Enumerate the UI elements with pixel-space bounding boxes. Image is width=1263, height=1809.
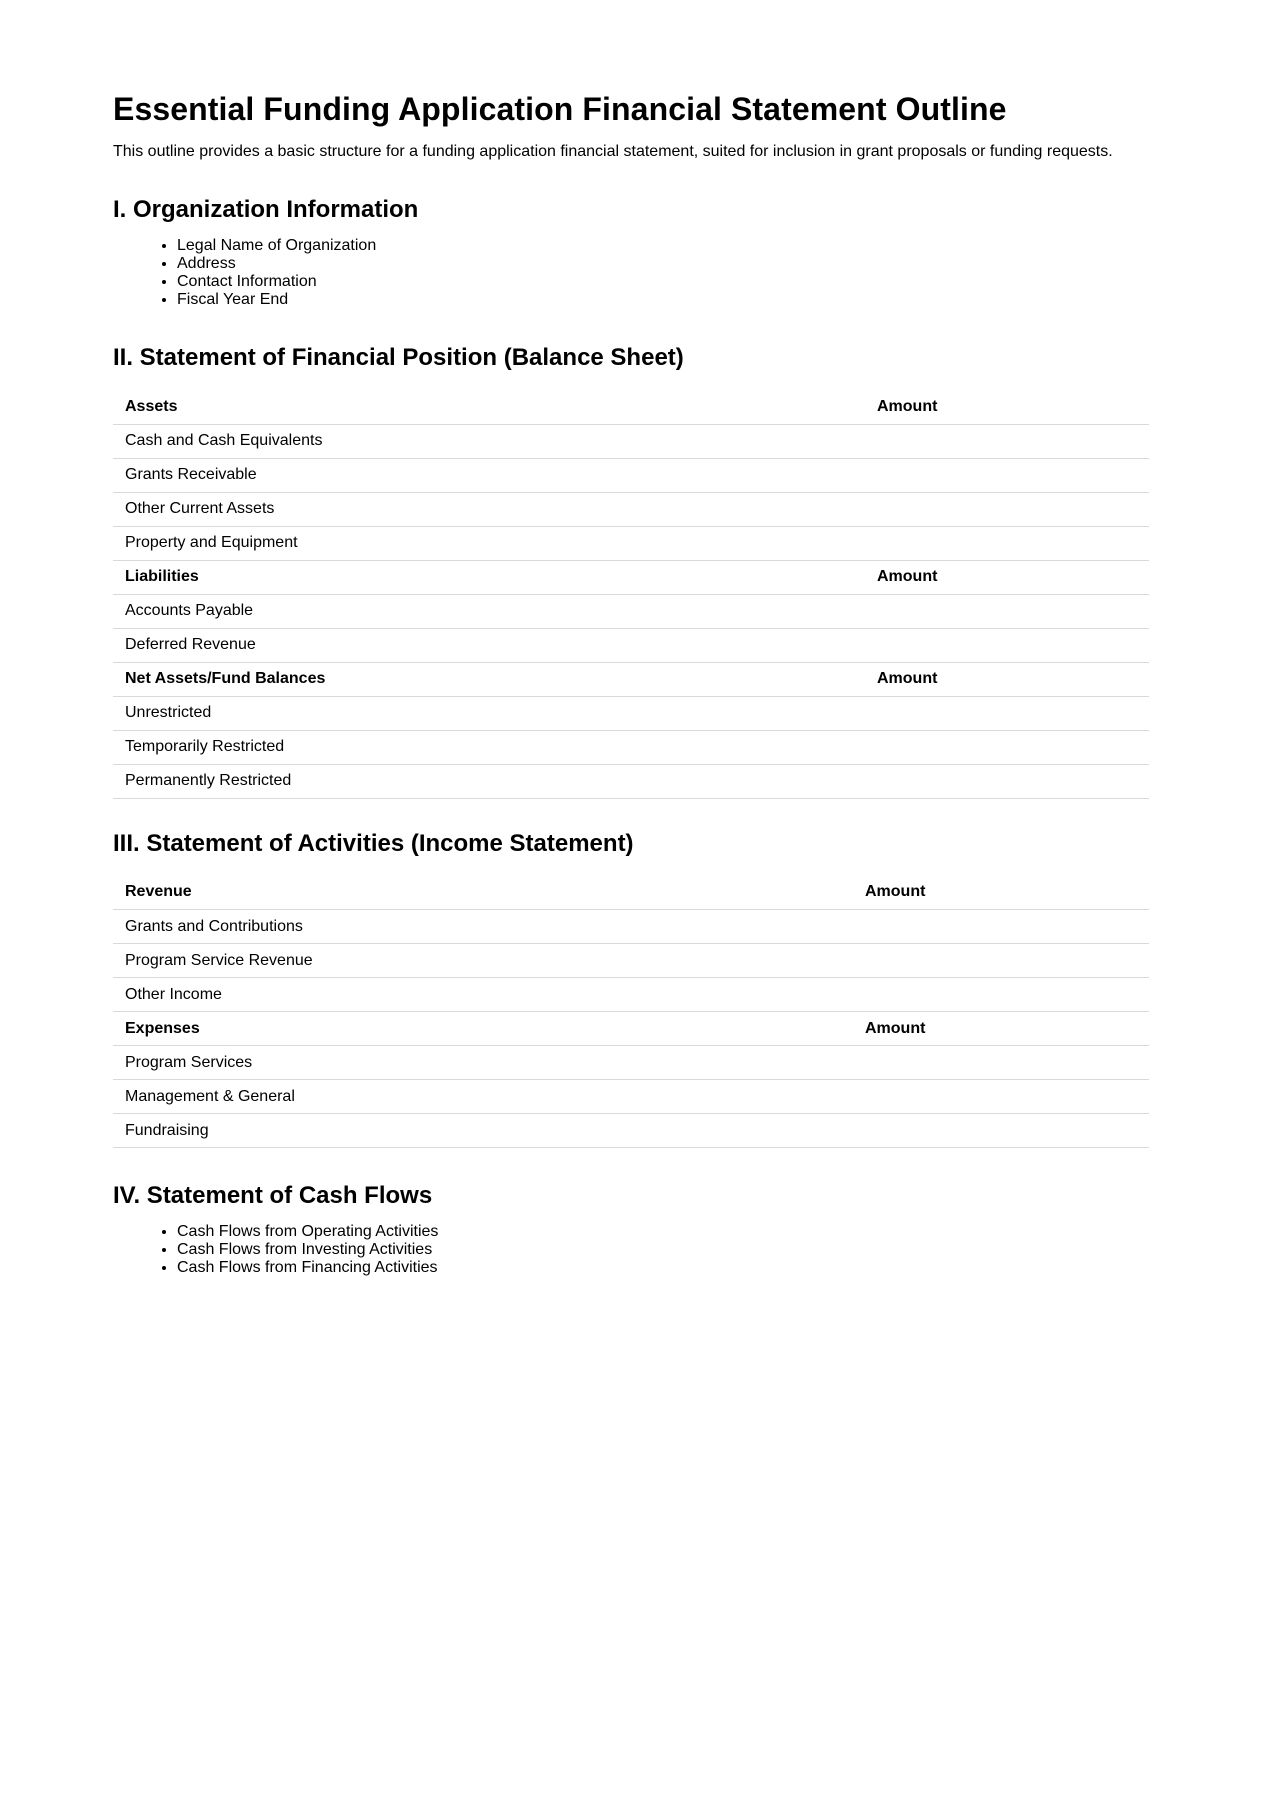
table-row <box>113 1114 1149 1148</box>
amount-header: Amount <box>853 1012 1149 1046</box>
amount-cell <box>865 764 1149 798</box>
section-org-title: I. Organization Information <box>113 196 419 223</box>
row-label: Program Services <box>113 1046 853 1080</box>
org-info-list <box>113 237 1150 309</box>
list-item: • Contact Information <box>177 273 1150 291</box>
table-row <box>113 764 1149 798</box>
list-item: • Cash Flows from Operating Activities <box>177 1223 1150 1241</box>
amount-cell <box>865 696 1149 730</box>
amount-cell <box>853 944 1149 978</box>
table-row <box>113 978 1149 1012</box>
row-label: Deferred Revenue <box>113 628 865 662</box>
amount-header: Amount <box>865 662 1149 696</box>
table-row <box>113 594 1149 628</box>
table-row <box>113 628 1149 662</box>
amount-cell <box>865 730 1149 764</box>
row-label: Grants and Contributions <box>113 910 853 944</box>
section-balance-title: II. Statement of Financial Position (Balance Sheet) <box>113 344 684 371</box>
row-label: Cash and Cash Equivalents <box>113 424 865 458</box>
row-label: Permanently Restricted <box>113 764 865 798</box>
amount-cell <box>865 526 1149 560</box>
page-title: Essential Funding Application Financial Statement Outline <box>113 91 1007 127</box>
amount-cell <box>853 1080 1149 1114</box>
row-label: Program Service Revenue <box>113 944 853 978</box>
section-cashflows-title: IV. Statement of Cash Flows <box>113 1182 433 1209</box>
amount-header: Amount <box>865 560 1149 594</box>
amount-cell <box>865 594 1149 628</box>
table-row <box>113 730 1149 764</box>
list-item: • Fiscal Year End <box>177 291 1150 309</box>
amount-cell <box>853 1046 1149 1080</box>
list-item: • Cash Flows from Investing Activities <box>177 1241 1150 1259</box>
table-row <box>113 458 1149 492</box>
table-row <box>113 696 1149 730</box>
amount-header: Amount <box>853 876 1149 910</box>
cash-flows-list <box>113 1223 1150 1277</box>
row-label: Unrestricted <box>113 696 865 730</box>
group-header: Expenses <box>113 1012 853 1046</box>
table-row <box>113 944 1149 978</box>
table-header-row <box>113 560 1149 594</box>
row-label: Grants Receivable <box>113 458 865 492</box>
balance-sheet-table <box>113 390 1149 799</box>
row-label: Other Income <box>113 978 853 1012</box>
row-label: Temporarily Restricted <box>113 730 865 764</box>
amount-cell <box>853 978 1149 1012</box>
table-row <box>113 1080 1149 1114</box>
group-header: Liabilities <box>113 560 865 594</box>
amount-cell <box>865 458 1149 492</box>
amount-header: Amount <box>865 390 1149 424</box>
list-item: • Address <box>177 255 1150 273</box>
amount-cell <box>853 910 1149 944</box>
row-label: Property and Equipment <box>113 526 865 560</box>
intro-paragraph: This outline provides a basic structure for a funding application financial statement, suited for inclusion in grant proposals or funding requests. <box>113 143 1113 160</box>
table-row <box>113 526 1149 560</box>
amount-cell <box>865 424 1149 458</box>
amount-cell <box>865 492 1149 526</box>
section-activities-title: III. Statement of Activities (Income Statement) <box>113 829 634 857</box>
list-item: • Legal Name of Organization <box>177 237 1150 255</box>
row-label: Accounts Payable <box>113 594 865 628</box>
amount-cell <box>853 1114 1149 1148</box>
group-header: Assets <box>113 390 865 424</box>
list-item: • Cash Flows from Financing Activities <box>177 1259 1150 1277</box>
table-header-row <box>113 662 1149 696</box>
row-label: Fundraising <box>113 1114 853 1148</box>
group-header: Net Assets/Fund Balances <box>113 662 865 696</box>
table-row <box>113 910 1149 944</box>
table-row <box>113 492 1149 526</box>
row-label: Management & General <box>113 1080 853 1114</box>
table-header-row <box>113 876 1149 910</box>
amount-cell <box>865 628 1149 662</box>
income-statement-table <box>113 876 1149 1149</box>
row-label: Other Current Assets <box>113 492 865 526</box>
table-row <box>113 424 1149 458</box>
table-row <box>113 1046 1149 1080</box>
table-header-row <box>113 1012 1149 1046</box>
group-header: Revenue <box>113 876 853 910</box>
table-header-row <box>113 390 1149 424</box>
